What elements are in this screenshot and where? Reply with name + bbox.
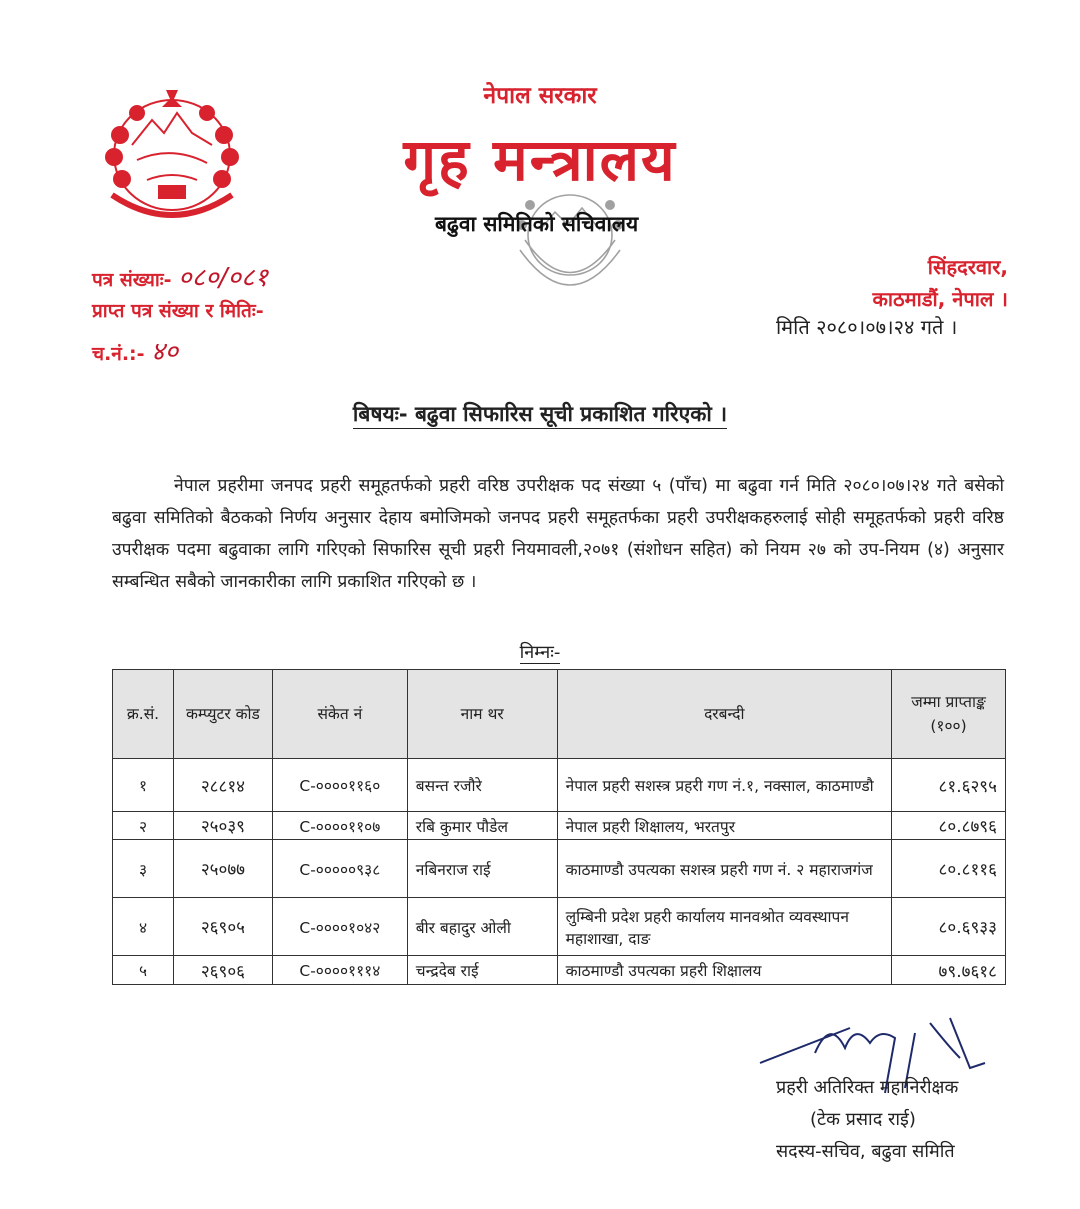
cell-symbol-number: C-००००११०७ xyxy=(272,812,407,840)
location-line-1: सिंहदरवार, xyxy=(927,255,1008,279)
table-row xyxy=(113,898,1006,956)
reference-number xyxy=(92,258,268,294)
subject-text: बिषयः- बढुवा सिफारिस सूची प्रकाशित गरिएको । xyxy=(353,402,727,429)
reference-label: पत्र संख्याः- xyxy=(92,269,172,291)
cell-computer-code: २५०३९ xyxy=(173,812,272,840)
table-row xyxy=(113,812,1006,840)
header-symbol-number: संकेत नं xyxy=(272,670,407,759)
cell-post: लुम्बिनी प्रदेश प्रहरी कार्यालय मानवश्रोत व्यवस्थापन महाशाखा, दाङ xyxy=(557,898,891,956)
cell-serial: २ xyxy=(113,812,174,840)
location-line-2: काठमाडौं, नेपाल । xyxy=(872,287,1008,311)
cell-name: चन्द्रदेब राई xyxy=(407,956,557,985)
cell-symbol-number: C-०००००९३८ xyxy=(272,840,407,898)
cell-serial: ४ xyxy=(113,898,174,956)
header-post: दरबन्दी xyxy=(557,670,891,759)
cell-name: रबि कुमार पौडेल xyxy=(407,812,557,840)
dispatch-value: ४० xyxy=(151,337,179,367)
header-name: नाम थर xyxy=(407,670,557,759)
subject-line xyxy=(0,400,1080,428)
cell-computer-code: २८८१४ xyxy=(173,759,272,812)
dispatch-number xyxy=(92,332,178,368)
table-row xyxy=(113,956,1006,985)
list-heading-text: निम्नः- xyxy=(519,642,561,663)
cell-post: काठमाण्डौ उपत्यका सशस्त्र प्रहरी गण नं. २ महाराजगंज xyxy=(557,840,891,898)
signatory-role: सदस्य-सचिव, बढुवा समिति xyxy=(776,1141,955,1162)
cell-marks: ८१.६२९५ xyxy=(892,759,1006,812)
cell-serial: ३ xyxy=(113,840,174,898)
list-heading xyxy=(0,640,1080,664)
cell-computer-code: २५०७७ xyxy=(173,840,272,898)
dispatch-label: च.नं.:- xyxy=(92,343,145,365)
ministry-heading: गृह मन्त्रालय xyxy=(403,126,677,194)
cell-post: नेपाल प्रहरी शिक्षालय, भरतपुर xyxy=(557,812,891,840)
cell-name: बीर बहादुर ओली xyxy=(407,898,557,956)
received-label: प्राप्त पत्र संख्या र मितिः- xyxy=(92,300,264,322)
ministry-stamp-icon xyxy=(490,180,650,330)
cell-name: बसन्त रजौरे xyxy=(407,759,557,812)
cell-post: नेपाल प्रहरी सशस्त्र प्रहरी गण नं.१, नक्साल, काठमाण्डौ xyxy=(557,759,891,812)
signatory-title: प्रहरी अतिरिक्त महानिरीक्षक xyxy=(776,1077,959,1098)
cell-symbol-number: C-००००१०४२ xyxy=(272,898,407,956)
header-computer-code: कम्प्युटर कोड xyxy=(173,670,272,759)
cell-symbol-number: C-००००१११४ xyxy=(272,956,407,985)
secretariat-heading: बढुवा समितिको सचिवालय xyxy=(435,212,639,236)
body-paragraph: नेपाल प्रहरीमा जनपद प्रहरी समूहतर्फको प्रहरी वरिष्ठ उपरीक्षक पद संख्या ५ (पाँच) मा बढुवा गर्न मिति २०८०।०७।२४ गते बसेको बढुवा समितिको बैठकको निर्णय अनुसार देहाय बमोजिमको जनपद प्रहरी समूहतर्फका प्रहरी उपरीक्षकहरुलाई सोही समूहतर्फको प्रहरी वरिष्ठ उपरीक्षक पदमा बढुवाका लागि गरिएको सिफारिस सूची प्रहरी नियमावली,२०७१ (संशोधन सहित) को नियम २७ को उप-नियम (४) अनुसार सम्बन्धित सबैको जानकारीका लागि प्रकाशित गरिएको छ । xyxy=(112,476,1004,592)
table-row xyxy=(113,759,1006,812)
cell-marks: ८०.८११६ xyxy=(892,840,1006,898)
cell-marks: ७९.७६१८ xyxy=(892,956,1006,985)
cell-serial: ५ xyxy=(113,956,174,985)
reference-value: ०८०/०८१ xyxy=(178,263,269,293)
cell-computer-code: २६९०६ xyxy=(173,956,272,985)
cell-marks: ८०.८७९६ xyxy=(892,812,1006,840)
government-heading: नेपाल सरकार xyxy=(483,83,597,109)
signatory-name: (टेक प्रसाद राई) xyxy=(810,1109,916,1130)
cell-symbol-number: C-००००११६० xyxy=(272,759,407,812)
cell-name: नबिनराज राई xyxy=(407,840,557,898)
table-row xyxy=(113,840,1006,898)
cell-serial: १ xyxy=(113,759,174,812)
cell-marks: ८०.६९३३ xyxy=(892,898,1006,956)
header-total-marks: जम्मा प्राप्ताङ्क (१००) xyxy=(892,670,1006,759)
cell-post: काठमाण्डौ उपत्यका प्रहरी शिक्षालय xyxy=(557,956,891,985)
letter-date: मिति २०८०।०७।२४ गते । xyxy=(776,315,958,339)
cell-computer-code: २६९०५ xyxy=(173,898,272,956)
table-header-row xyxy=(113,670,1006,759)
recommendation-table xyxy=(112,669,1006,985)
header-serial: क्र.सं. xyxy=(113,670,174,759)
